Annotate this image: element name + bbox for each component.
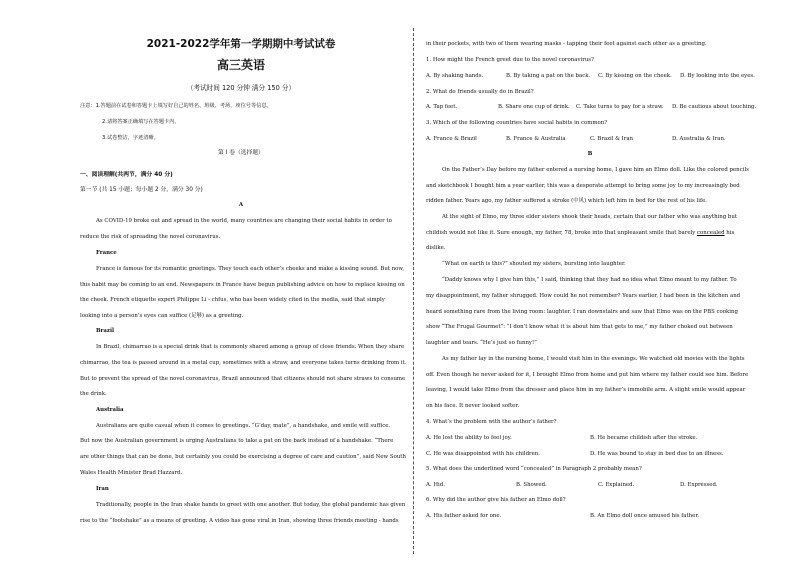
passage-subheading: Australia [96, 407, 124, 413]
passage-line: leaving, I would take Elmo from the dresser and place him in my father’s immobile arm. A slight smile would appear [426, 387, 746, 393]
passage-line: At the sight of Elmo, my three elder sisters shook their heads, certain that our father who was anything but [442, 214, 737, 220]
q4-option-b: B. He became childish after the stroke. [590, 435, 698, 441]
q4-option-a: A. He lost the ability to feel joy. [426, 435, 512, 441]
question-2: 2. What do friends usually do in Brazil? [426, 89, 534, 95]
passage-text: childish would not like it. Sure enough, my father, 78, broke into that unpleasant smile that barely [426, 230, 698, 236]
section-heading: 一、阅读理解(共两节，满分 40 分) [80, 172, 173, 178]
q5-option-d: D. Expressed. [680, 482, 718, 488]
passage-line: and sketchbook I bought him a year earlier, this was a desperate attempt to bring some joy to my increasingly bed [426, 183, 740, 189]
q3-option-d: D. Australia & Iran. [672, 136, 726, 142]
passage-line: off. Even though he never asked for it, I brought Elmo from home and put him where my father could see him. Before [426, 372, 749, 378]
q2-option-a: A. Tap feet. [426, 104, 458, 110]
passage-line: heard something rare from the living room: laughter. I ran downstairs and saw that Elmo was on the PBS cooking [426, 309, 738, 315]
q4-option-d: D. He was bound to stay in bed due to an illness. [590, 451, 724, 457]
question-5: 5. What does the underlined word “concealed” in Paragraph 2 probably mean? [426, 466, 642, 472]
passage-line: Traditionally, people in the Iran shake hands to greet with one another. But today, the global pandemic has given [96, 502, 406, 508]
passage-line: the cheek. French etiquette expert Philippe Li - chfus, who has been widely cited in the media, said that simply [80, 297, 385, 303]
q3-option-c: C. Brazil & Iran [590, 136, 634, 142]
passage-line: this habit may be coming to an end. Newspapers in France have begun publishing advice on how to replace kissing on [80, 282, 405, 288]
passage-line: the drink. [80, 391, 107, 397]
volume-heading: 第 I 卷（选择题） [218, 150, 264, 156]
q5-option-c: C. Explained. [598, 482, 635, 488]
passage-line: But now the Australian government is urging Australians to take a pat on the back instead of a handshake. “There [80, 438, 394, 444]
passage-line: “Daddy knows why I give him this,” I said, thinking that they had no idea what Elmo meant to my father. To [442, 277, 737, 283]
passage-line: are other things that can be done, but certainly you could be exercising a degree of care and caution”, said New South [80, 454, 406, 460]
passage-line: reduce the risk of spreading the novel coronavirus. [80, 234, 221, 240]
q6-option-b: B. An Elmo doll once amused his father. [590, 513, 700, 519]
passage-line: As COVID-19 broke out and spread in the world, many countries are changing their social habits in order to [96, 218, 392, 224]
question-6: 6. Why did the author give his father an Elmo doll? [426, 497, 566, 503]
q2-option-b: B. Share one cup of drink. [498, 104, 570, 110]
passage-line: in their pockets, with two of them wearing masks - tapping their feet against each other as a greeting. [426, 41, 707, 47]
part-heading: 第一节 (共 15 小题；每小题 2 分，满分 30 分) [80, 187, 203, 193]
q1-option-d: D. By looking into the eyes. [680, 73, 755, 79]
passage-line: As my father lay in the nursing home, I would visit him in the evenings. We watched old movies with the lights [442, 356, 745, 362]
passage-a-label: A [238, 202, 244, 208]
passage-line: But to prevent the spread of the novel coronavirus, Brazil announced that citizens should not share straws to consume [80, 376, 406, 382]
q2-option-c: C. Take turns to pay for a straw. [576, 104, 664, 110]
passage-line: dislike. [426, 245, 446, 251]
q1-option-c: C. By kissing on the cheek. [598, 73, 672, 79]
q2-option-d: D. Be cautious about touching. [672, 104, 757, 110]
column-divider [413, 28, 414, 554]
passage-b-label: B [587, 151, 593, 157]
passage-subheading: Iran [96, 486, 109, 492]
underlined-word-concealed: concealed [697, 230, 725, 236]
q1-option-a: A. By shaking hands. [426, 73, 484, 79]
passage-line: rise to the “footshake” as a means of greeting. A video has gone viral in Iran, showing three friends meeting - hands [80, 518, 399, 524]
passage-line: looking into a person’s eyes can suffice (足够) as a greeting. [80, 313, 244, 319]
passage-line: laughter and tears. “He’s just so funny!” [426, 340, 537, 346]
passage-line-with-underline [426, 230, 734, 237]
question-3: 3. Which of the following countries have social habits in common? [426, 120, 608, 126]
passage-subheading: Brazil [96, 328, 115, 334]
passage-line: France is famous for its romantic greetings. They touch each other’s cheeks and make a kissing sound. But now, [96, 266, 405, 272]
passage-line: ridden father. Years ago, my father suffered a stroke (中风) which left him in bed for the rest of his life. [426, 198, 707, 204]
passage-line: show “The Frugal Gourmet”: “I don’t know what it is about him that gets to me,” my father choked out between [426, 324, 733, 330]
q3-option-a: A. France & Brazil [426, 136, 477, 142]
exam-subject: 高三英语 [216, 58, 265, 72]
passage-line: on his face. It never looked softer. [426, 403, 520, 409]
exam-title: 2021-2022学年第一学期期中考试试卷 [146, 38, 336, 50]
passage-line: “What on earth is this?” shouted my sisters, bursting into laughter. [442, 261, 626, 267]
note-2: 2.请将答案正确填写在答题卡内。 [102, 119, 180, 125]
q4-option-c: C. He was disappointed with his children. [426, 451, 540, 457]
q5-option-b: B. Showed. [516, 482, 547, 488]
note-1: 注意：1.答题前在试卷和答题卡上填写好自己的姓名、班级、考场、座位号等信息。 [80, 103, 272, 109]
q3-option-b: B. France & Australia [506, 136, 566, 142]
q5-option-a: A. Hid. [426, 482, 445, 488]
exam-subtitle: （考试时间 120 分钟 满分 150 分） [186, 84, 296, 92]
question-1: 1. How might the French greet due to the novel coronavirus? [426, 57, 594, 63]
passage-line: On the Father’s Day before my father entered a nursing home, I gave him an Elmo doll. Like the colored pencils [442, 167, 749, 173]
q1-option-b: B. By taking a pat on the back. [506, 73, 591, 79]
passage-line: Wales Health Minister Brad Hazzard. [80, 470, 183, 476]
passage-line: In Brazil, chimarrao is a special drink that is commonly shared among a group of close friends. When they share [96, 344, 405, 350]
question-4: 4. What’s the problem with the author’s father? [426, 419, 557, 425]
passage-line: my disappointment, my father shrugged. How could he not remember? Years earlier, I had been in the kitchen and [426, 293, 741, 299]
q6-option-a: A. His father asked for one. [426, 513, 502, 519]
passage-line: Australians are quite casual when it comes to greetings. “G’day, mate”, a handshake, and smile will suffice. [96, 423, 391, 429]
passage-line: chimarrao, the tea is passed around in a metal cup, sometimes with a straw, and everyone takes turns drinking from it. [80, 360, 407, 366]
passage-text: his [724, 230, 735, 236]
passage-subheading: France [96, 250, 117, 256]
note-3: 3.试卷整洁，字迹清晰。 [102, 135, 159, 141]
